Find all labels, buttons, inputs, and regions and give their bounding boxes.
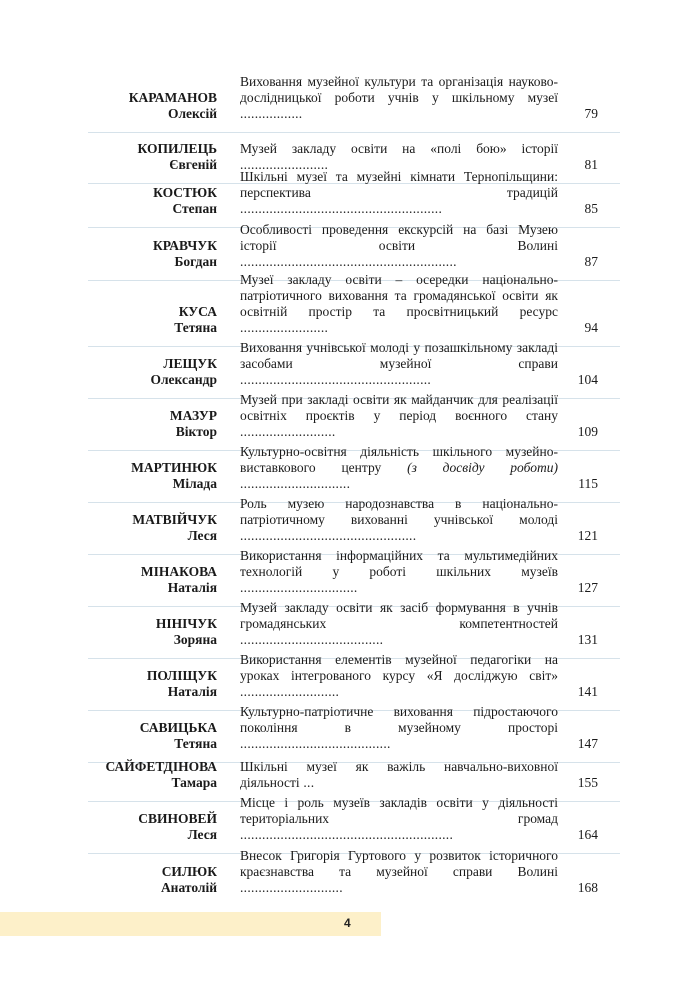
author-last-name: САВИЦЬКА: [139, 720, 217, 735]
author-first-name: Степан: [172, 201, 217, 216]
entry-title[interactable]: [240, 340, 558, 388]
dot-leader: ....................................................: [240, 372, 432, 387]
entry-title[interactable]: [240, 759, 558, 791]
entry-title[interactable]: [240, 600, 558, 648]
entry-title-text: Особливості проведення екскурсій на базі Музею історії освіти Волині: [240, 222, 558, 253]
page-footer-band: [0, 912, 381, 936]
author-first-name: Олексій: [167, 106, 217, 121]
dot-leader: .......................................................: [240, 201, 443, 216]
author-last-name: ПОЛІЩУК: [146, 668, 217, 683]
entry-title-text: Виховання учнівської молоді у позашкільному закладі засобами музейної справи: [240, 340, 558, 371]
entry-page-number[interactable]: 94: [584, 320, 598, 335]
dot-leader: ................................: [240, 580, 358, 595]
author-last-name: МАЗУР: [169, 408, 217, 423]
author-first-name: Мілада: [172, 476, 217, 491]
entry-author: [88, 304, 217, 336]
entry-title-text: Роль музею народознавства в національно-патріотичному вихованні учнівської молоді: [240, 496, 558, 527]
entry-page-number[interactable]: 87: [584, 254, 598, 269]
entry-page-number[interactable]: 131: [577, 632, 598, 647]
entry-page-number[interactable]: 155: [577, 775, 598, 790]
author-last-name: САЙФЕТДІНОВА: [105, 759, 217, 774]
toc-entry[interactable]: [88, 272, 620, 347]
author-last-name: МАРТИНЮК: [131, 460, 217, 475]
author-first-name: Леся: [187, 528, 217, 543]
entry-author: [88, 512, 217, 544]
author-first-name: Віктор: [175, 424, 217, 439]
author-first-name: Тетяна: [174, 736, 217, 751]
entry-author: [88, 668, 217, 700]
entry-page-number[interactable]: 121: [577, 528, 598, 543]
entry-page-number[interactable]: 168: [577, 880, 598, 895]
author-first-name: Олександр: [150, 372, 217, 387]
author-last-name: МІНАКОВА: [140, 564, 217, 579]
dot-leader: ...........................: [240, 684, 340, 699]
entry-author: [88, 238, 217, 270]
entry-title-text: Культурно-освітня діяльність шкільного музейно-виставкового центру: [240, 444, 558, 475]
toc-entry[interactable]: [88, 848, 620, 906]
author-last-name: ЛЕЩУК: [163, 356, 217, 371]
author-last-name: СВИНОВЕЙ: [138, 811, 217, 826]
entry-title-text: Культурно-патріотичне виховання підростаючого покоління в музейному просторі: [240, 704, 558, 735]
author-first-name: Наталія: [167, 580, 217, 595]
entry-author: [88, 408, 217, 440]
entry-author: [88, 90, 217, 122]
entry-title[interactable]: [240, 444, 558, 492]
author-last-name: МАТВІЙЧУК: [132, 512, 217, 527]
toc-entry[interactable]: [88, 795, 620, 854]
dot-leader: ..........................: [240, 424, 336, 439]
dot-leader: ...........................................................: [240, 254, 457, 269]
dot-leader: ........................: [240, 157, 329, 172]
dot-leader: ............................: [240, 880, 343, 895]
entry-title[interactable]: [240, 392, 558, 440]
entry-title-text: Музей закладу освіти як засіб формування в учнів громадянських компетентностей: [240, 600, 558, 631]
entry-page-number[interactable]: 81: [584, 157, 598, 172]
author-last-name: КРАВЧУК: [153, 238, 217, 253]
author-first-name: Богдан: [174, 254, 217, 269]
entry-title-text: Використання елементів музейної педагогіки на уроках інтегрованого курсу «Я досліджую світ»: [240, 652, 558, 683]
entry-page-number[interactable]: 141: [577, 684, 598, 699]
entry-author: [88, 811, 217, 843]
entry-title-text: Місце і роль музеїв закладів освіти у діяльності територіальних громад: [240, 795, 558, 826]
author-last-name: СИЛЮК: [161, 864, 217, 879]
author-last-name: КОПИЛЕЦЬ: [137, 141, 217, 156]
entry-author: [88, 356, 217, 388]
entry-title-text: Шкільні музеї як важіль навчально-виховної діяльності: [240, 759, 558, 790]
entry-title[interactable]: [240, 795, 558, 843]
toc-entry[interactable]: [88, 74, 620, 133]
dot-leader: ..............................: [240, 476, 351, 491]
entry-title-text: Музей при закладі освіти як майданчик для реалізації освітніх проєктів у період воєнного стану: [240, 392, 558, 423]
entry-title-text: Шкільні музеї та музейні кімнати Тернопільщини: перспектива традицій: [240, 169, 558, 200]
entry-author: [88, 616, 217, 648]
dot-leader: ..........................................................: [240, 827, 454, 842]
dot-leader: ........................: [240, 320, 329, 335]
entry-page-number[interactable]: 109: [577, 424, 598, 439]
author-first-name: Леся: [187, 827, 217, 842]
entry-title[interactable]: [240, 548, 558, 596]
author-first-name: Тетяна: [174, 320, 217, 335]
entry-author: [88, 720, 217, 752]
author-last-name: КОСТЮК: [153, 185, 217, 200]
author-first-name: Анатолій: [160, 880, 217, 895]
author-last-name: КУСА: [178, 304, 217, 319]
entry-title[interactable]: [240, 652, 558, 700]
table-of-contents: [88, 74, 620, 906]
author-first-name: Зоряна: [173, 632, 217, 647]
entry-author: [88, 141, 217, 173]
entry-title[interactable]: [240, 74, 558, 122]
page-number: 4: [344, 916, 351, 930]
entry-page-number[interactable]: 85: [584, 201, 598, 216]
entry-title[interactable]: [240, 848, 558, 896]
entry-author: [88, 185, 217, 217]
entry-title-text: Використання інформаційних та мультимедійних технологій у роботі шкільних музеїв: [240, 548, 558, 579]
dot-leader: .........................................: [240, 736, 391, 751]
author-first-name: Євгеній: [169, 157, 217, 172]
entry-page-number[interactable]: 115: [578, 476, 598, 491]
entry-page-number[interactable]: 164: [577, 827, 598, 842]
entry-page-number[interactable]: 127: [577, 580, 598, 595]
entry-title-text: Музей закладу освіти на «полі бою» історії: [240, 141, 558, 156]
author-last-name: КАРАМАНОВ: [128, 90, 217, 105]
entry-author: [88, 864, 217, 896]
dot-leader: ................................................: [240, 528, 417, 543]
entry-title-text: Внесок Григорія Гуртового у розвиток історичного краєзнавства та музейної справи Волині: [240, 848, 558, 879]
entry-title-note: (з досвіду роботи): [407, 460, 558, 475]
entry-title[interactable]: [240, 272, 558, 336]
entry-author: [88, 460, 217, 492]
entry-title-text: Музеї закладу освіти – осередки національно-патріотичного виховання та громадянської освіти як освітній простір та просвітницький ресурс: [240, 272, 558, 319]
dot-leader: ...: [299, 775, 315, 790]
entry-page-number[interactable]: 79: [584, 106, 598, 121]
entry-author: [88, 564, 217, 596]
dot-leader: .................: [240, 106, 303, 121]
entry-title[interactable]: [240, 704, 558, 752]
author-first-name: Наталія: [167, 684, 217, 699]
author-last-name: НІНІЧУК: [155, 616, 217, 631]
entry-page-number[interactable]: 147: [577, 736, 598, 751]
entry-title[interactable]: [240, 222, 558, 270]
entry-page-number[interactable]: 104: [577, 372, 598, 387]
author-first-name: Тамара: [171, 775, 217, 790]
toc-entry[interactable]: [88, 704, 620, 763]
dot-leader: .......................................: [240, 632, 384, 647]
entry-title[interactable]: [240, 169, 558, 217]
entry-title[interactable]: [240, 496, 558, 544]
entry-title-text: Виховання музейної культури та організація науково-дослідницької роботи учнів у шкільному музеї: [240, 74, 558, 105]
entry-author: [88, 759, 217, 791]
